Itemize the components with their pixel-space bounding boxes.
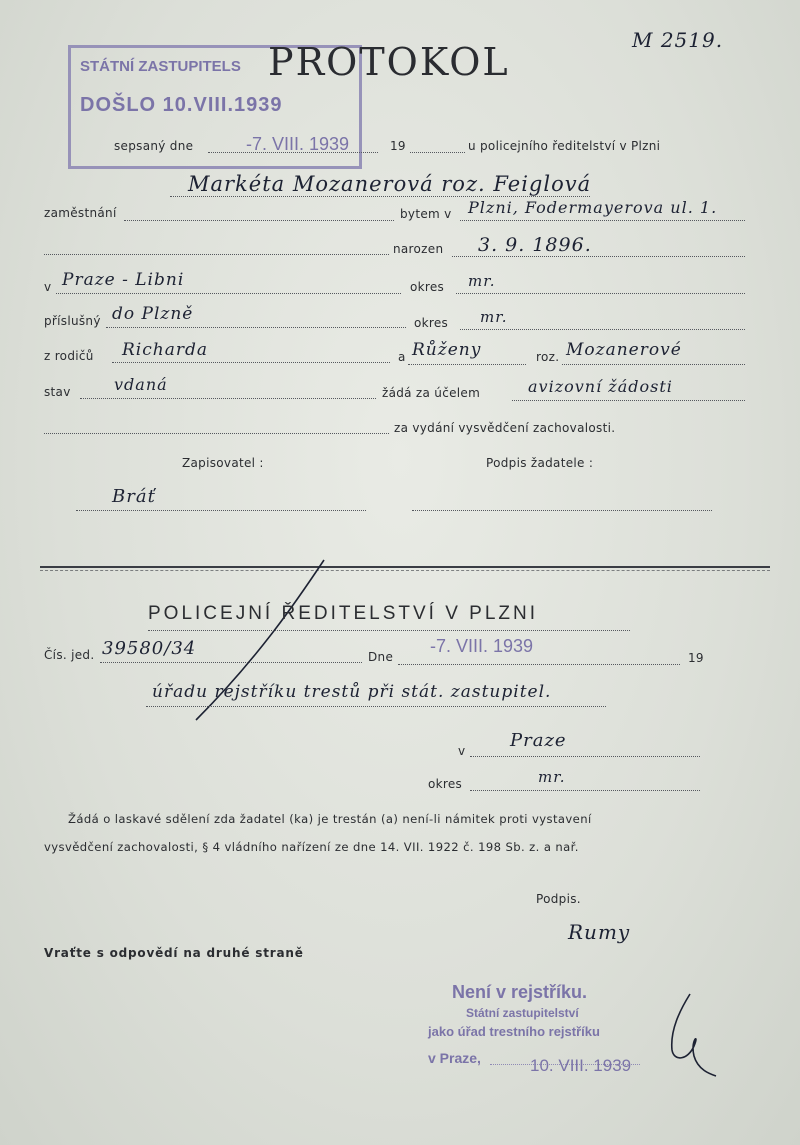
- return-note: Vraťte s odpovědí na druhé straně: [44, 946, 304, 960]
- district-label: okres: [410, 280, 445, 294]
- employment-label: zaměstnání: [44, 206, 117, 220]
- father-value: Richarda: [122, 340, 208, 360]
- sepsany-year-label: 19: [390, 139, 406, 153]
- city-value: Praze: [510, 730, 567, 751]
- district2-value: mr.: [480, 308, 508, 326]
- bottom-stamp-city: v Praze,: [428, 1050, 481, 1066]
- initials-mark: [660, 990, 720, 1080]
- ref-label: Čís. jed.: [44, 648, 95, 662]
- sepsany-date-stamp: -7. VIII. 1939: [246, 134, 350, 154]
- born-label: narozen: [393, 242, 444, 256]
- city-label: v: [458, 744, 466, 758]
- date-year-label: 19: [688, 651, 704, 665]
- clerk-label: Zapisovatel :: [182, 456, 264, 470]
- applicant-name: Markéta Mozanerová roz. Feiglová: [188, 172, 592, 196]
- domicile-value: do Plzně: [112, 304, 194, 324]
- okres-value: mr.: [538, 768, 566, 786]
- born-value: 3. 9. 1896.: [478, 234, 592, 256]
- and-label: a: [398, 350, 406, 364]
- birthplace-value: Praze - Libni: [62, 270, 185, 290]
- maiden-label: roz.: [536, 350, 560, 364]
- mother-value: Růženy: [412, 340, 482, 360]
- parents-label: z rodičů: [44, 349, 94, 363]
- district-value: mr.: [468, 272, 496, 290]
- status-value: vdaná: [114, 375, 168, 394]
- okres-label: okres: [428, 777, 463, 791]
- address-value: Plzni, Fodermayerova ul. 1.: [468, 198, 718, 217]
- date-stamp: -7. VIII. 1939: [430, 636, 534, 656]
- purpose-value: avizovní žádosti: [528, 377, 673, 396]
- birthplace-label: v: [44, 280, 52, 294]
- place-label: u policejního ředitelství v Plzni: [468, 139, 661, 153]
- purpose-label: žádá za účelem: [382, 386, 481, 400]
- date-label: Dne: [368, 650, 394, 664]
- applicant-signature-label: Podpis žadatele :: [486, 456, 594, 470]
- certificate-label: za vydání vysvědčení zachovalosti.: [394, 421, 616, 435]
- received-stamp-date: DOŠLO 10.VIII.1939: [80, 94, 283, 116]
- page-title: PROTOKOL: [268, 40, 510, 84]
- received-stamp-office: STÁTNÍ ZASTUPITELS: [80, 58, 241, 75]
- bottom-stamp-role: jako úřad trestního rejstříku: [428, 1024, 600, 1039]
- address-label: bytem v: [400, 207, 452, 221]
- request-text-line2: vysvědčení zachovalosti, § 4 vládního nařízení ze dne 14. VII. 1922 č. 198 Sb. z. a nař.: [44, 840, 579, 854]
- signature-label: Podpis.: [536, 892, 581, 906]
- domicile-label: příslušný: [44, 314, 101, 328]
- bottom-stamp-date: 10. VIII. 1939: [530, 1056, 632, 1075]
- clerk-signature: Bráť: [112, 486, 156, 507]
- ref-value: 39580/34: [102, 638, 197, 659]
- status-label: stav: [44, 385, 71, 399]
- sepsany-label: sepsaný dne: [114, 139, 194, 153]
- bottom-stamp-status: Není v rejstříku.: [452, 982, 588, 1002]
- section-heading: POLICEJNÍ ŘEDITELSTVÍ V PLZNI: [148, 603, 539, 624]
- maiden-value: Mozanerové: [566, 340, 682, 360]
- request-text-line1: Žádá o laskavé sdělení zda žadatel (ka) je trestán (a) není-li námitek proti vystavení: [68, 812, 592, 826]
- district2-label: okres: [414, 316, 449, 330]
- corner-reference: M 2519.: [632, 28, 724, 52]
- bottom-stamp-office: Státní zastupitelství: [466, 1006, 579, 1020]
- official-signature: Rumy: [568, 920, 631, 944]
- recipient-office: úřadu rejstříku trestů při stát. zastupitel.: [152, 682, 552, 702]
